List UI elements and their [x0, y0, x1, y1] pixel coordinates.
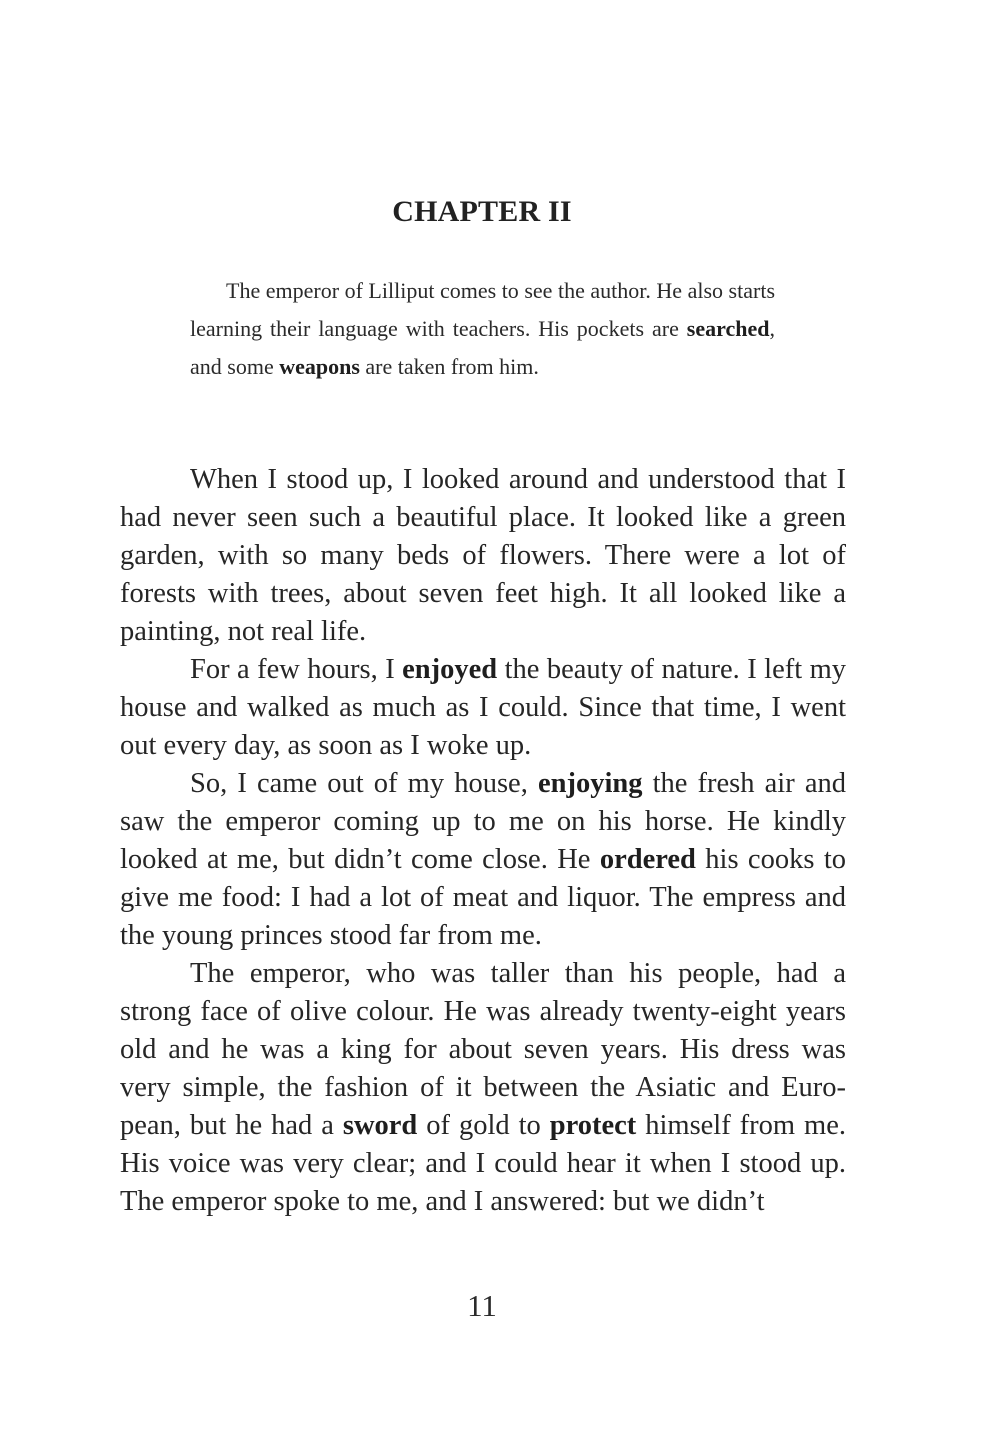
summary-bold-word: searched: [686, 316, 770, 341]
paragraph-text: of gold to: [417, 1110, 550, 1141]
page-number: 11: [467, 1288, 497, 1323]
paragraph-1: [120, 461, 846, 651]
paragraph-2: [120, 651, 846, 765]
paragraph-text: his cooks to give me food: I had a lot of meat and liquor. The empress and the young princes stood far from me.: [120, 844, 846, 951]
summary-text: are taken from him.: [359, 354, 539, 379]
summary-text: , and some: [190, 316, 775, 379]
bold-word: enjoyed: [402, 654, 498, 685]
body-text: [120, 461, 846, 1221]
paragraph-text: the fresh air and saw the emperor coming up to me on his horse. He kindly looked at me, but didn’t come close. He: [120, 768, 846, 875]
paragraph-4: [120, 955, 846, 1221]
paragraph-text: The emperor, who was taller than his people, had a strong face of olive colour. He was already twenty-eight years old and he was a king for about seven years. His dress was very simple, the fashion of it between the Asiatic and European, but he had a: [120, 958, 846, 1141]
paragraph-3: [120, 765, 846, 955]
bold-word: enjoying: [537, 768, 643, 799]
paragraph-text: When I stood up, I looked around and understood that I had never seen such a beautiful place. It looked like a green garden, with so many beds of flowers. There were a lot of forests with trees, about seven feet high. It all looked like a painting, not real life.: [120, 464, 846, 647]
paragraph-text: himself from me. His voice was very clear; and I could hear it when I stood up. The emperor spoke to me, and I answered: but we didn’t: [120, 1110, 846, 1217]
bold-word: protect: [549, 1110, 637, 1141]
bold-word: ordered: [599, 844, 696, 875]
chapter-title: CHAPTER II: [392, 195, 572, 228]
paragraph-text: the beauty of nature. I left my house and walked as much as I could. Since that time, I went out every day, as soon as I woke up.: [120, 654, 846, 761]
summary-bold-word: weapons: [279, 354, 360, 379]
summary-text: The emperor of Lilliput comes to see the author. He also starts learning their language with teachers. His pockets are: [190, 278, 775, 341]
paragraph-text: So, I came out of my house,: [190, 768, 538, 799]
bold-word: sword: [342, 1110, 418, 1141]
paragraph-text: For a few hours, I: [190, 654, 403, 685]
chapter-summary: [190, 272, 775, 386]
